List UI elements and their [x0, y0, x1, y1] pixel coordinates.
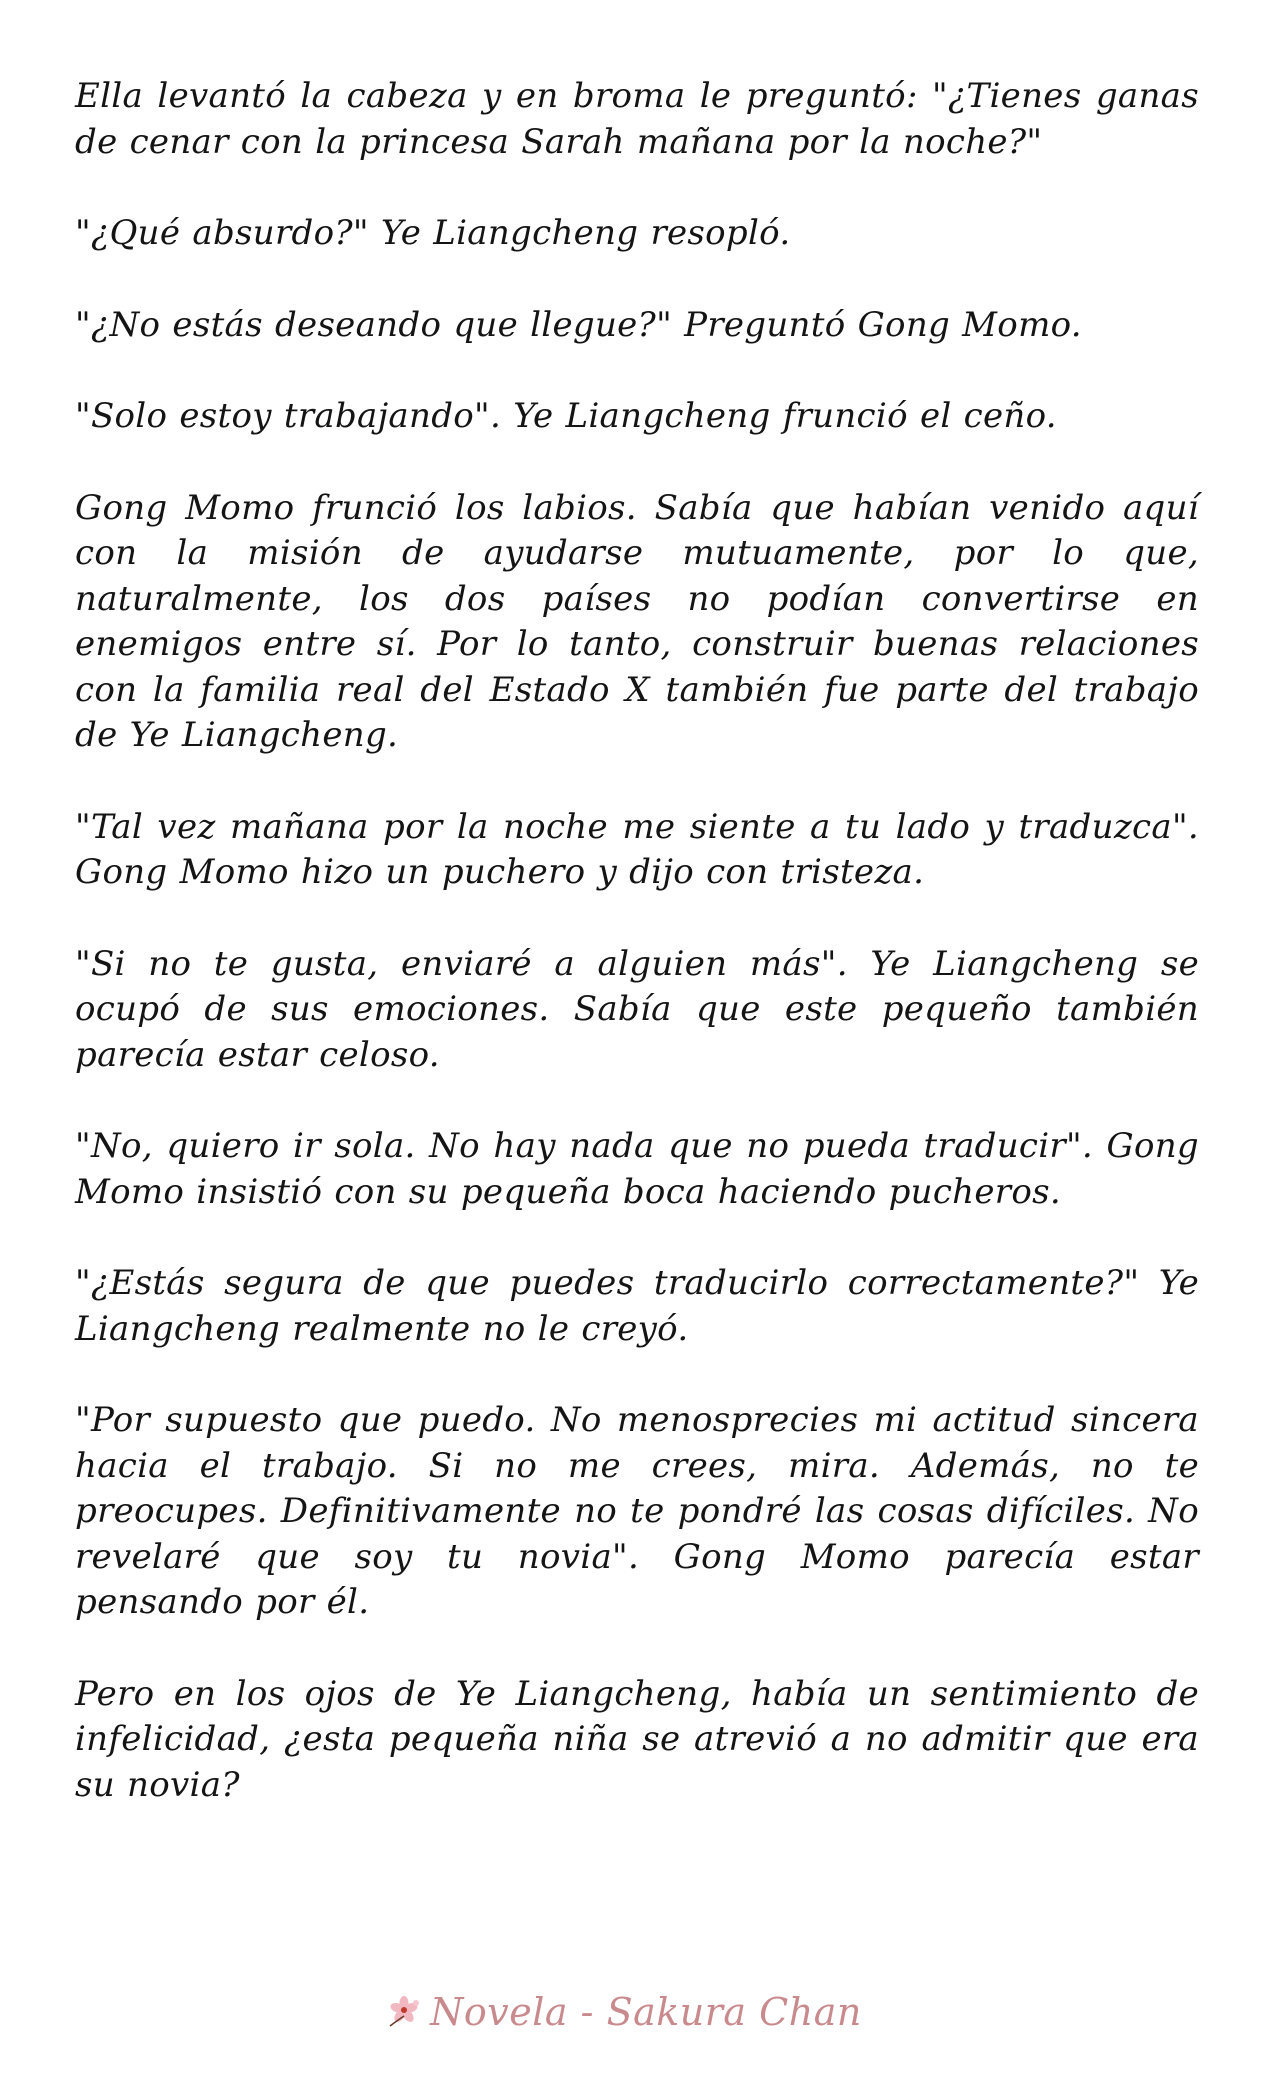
- paragraph: Gong Momo frunció los labios. Sabía que habían venido aquí con la misión de ayudarse mutuamente, por lo que, naturalmente, los dos países no podían convertirse en enemigos entre sí. Por lo tanto, construir buenas relaciones con la familia real del Estado X también fue parte del trabajo de Ye Liangcheng.: [75, 487, 1199, 755]
- paragraph: "Si no te gusta, enviaré a alguien más". Ye Liangcheng se ocupó de sus emociones. Sabía que este pequeño también parecía estar celoso.: [75, 943, 1199, 1075]
- watermark-footer: [0, 1982, 1275, 2042]
- paragraph: "¿Estás segura de que puedes traducirlo correctamente?" Ye Liangcheng realmente no le creyó.: [75, 1263, 1199, 1349]
- paragraph: "¿Qué absurdo?" Ye Liangcheng resopló.: [75, 213, 791, 253]
- sakura-flower-icon: [388, 1994, 424, 2030]
- chapter-text: [75, 74, 1199, 1854]
- paragraph: Pero en los ojos de Ye Liangcheng, había un sentimiento de infelicidad, ¿esta pequeña niña se atrevió a no admitir que era su novia?: [75, 1673, 1199, 1805]
- watermark-text: Novela - Sakura Chan: [430, 1990, 862, 2034]
- paragraph: "Por supuesto que puedo. No menosprecies mi actitud sincera hacia el trabajo. Si no me crees, mira. Además, no te preocupes. Definitivamente no te pondré las cosas difíciles. No revelaré que soy tu novia". Gong Momo parecía estar pensando por él.: [75, 1400, 1199, 1622]
- paragraph: "¿No estás deseando que llegue?" Preguntó Gong Momo.: [75, 304, 1082, 345]
- paragraph: Ella levantó la cabeza y en broma le preguntó: "¿Tienes ganas de cenar con la princesa Sarah mañana por la noche?": [75, 76, 1199, 162]
- paragraph: "Tal vez mañana por la noche me siente a tu lado y traduzca". Gong Momo hizo un puchero y dijo con tristeza.: [75, 806, 1199, 892]
- paragraph: "No, quiero ir sola. No hay nada que no pueda traducir". Gong Momo insistió con su pequeña boca haciendo pucheros.: [75, 1126, 1199, 1212]
- paragraph: "Solo estoy trabajando". Ye Liangcheng frunció el ceño.: [75, 396, 1057, 436]
